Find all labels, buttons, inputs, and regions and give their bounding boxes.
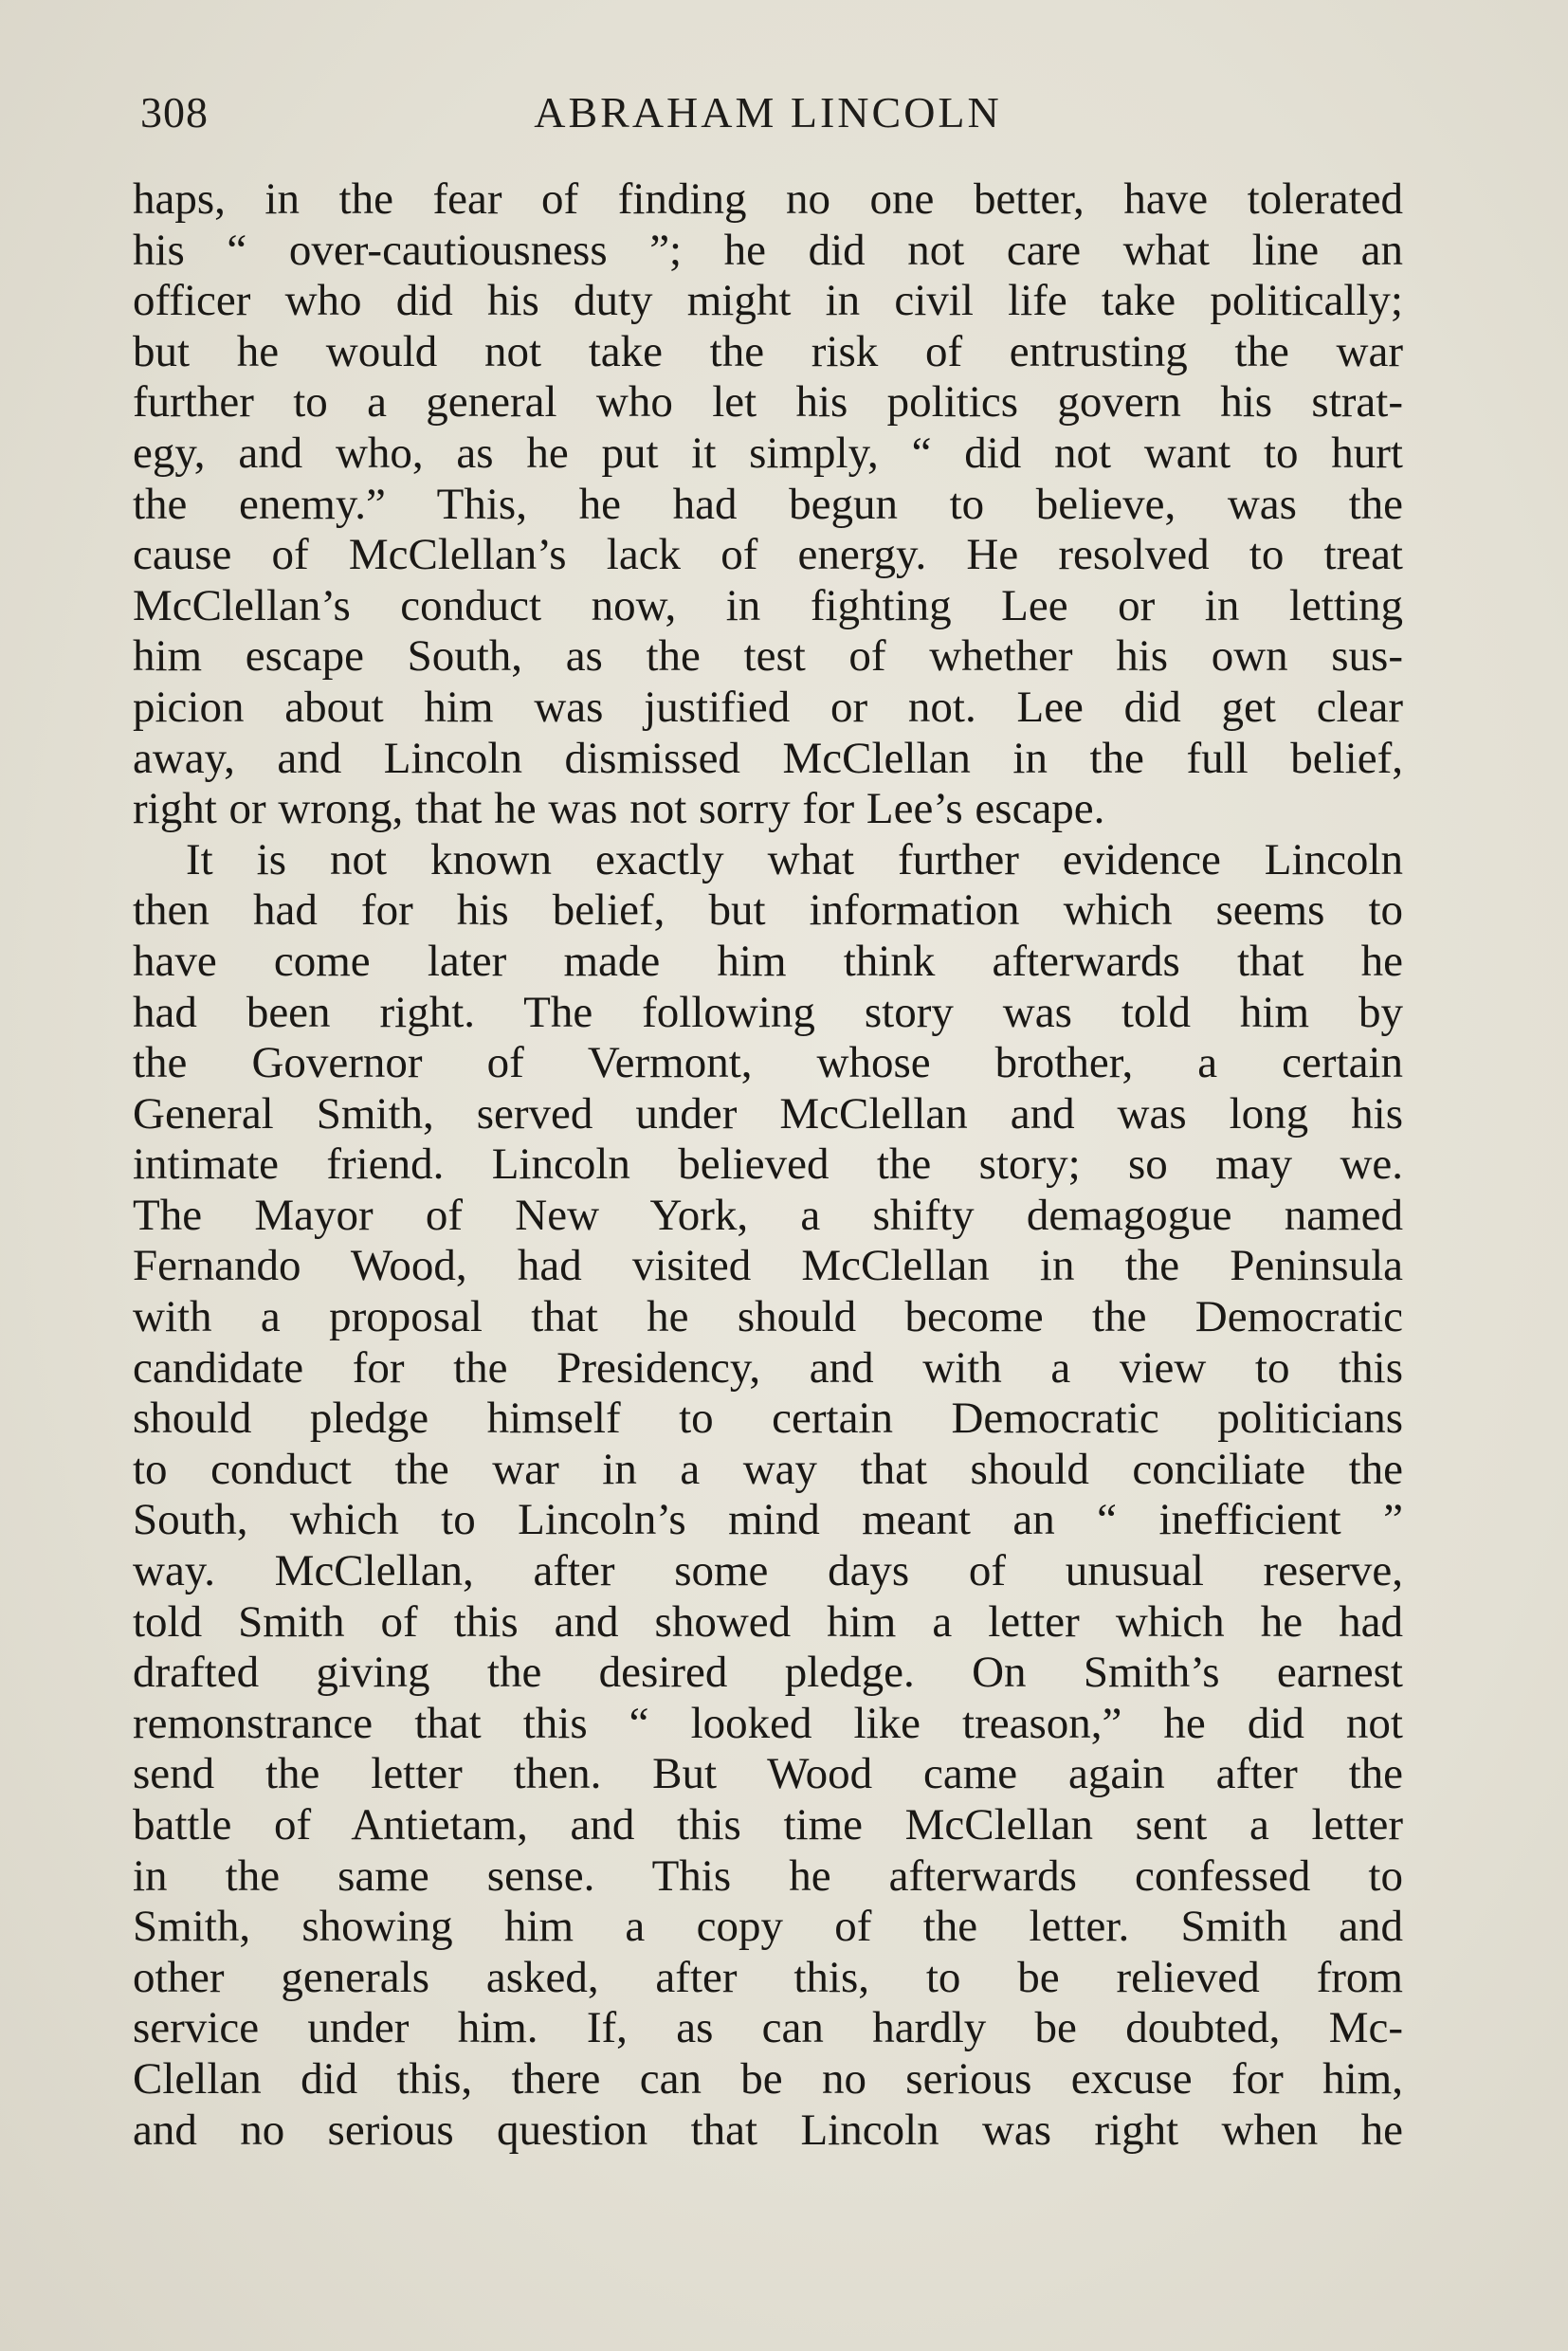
text-line: intimate friend. Lincoln believed the story; so may we. (133, 1139, 1403, 1190)
paragraph-end-line: right or wrong, that he was not sorry for Lee’s escape. (133, 784, 1105, 834)
text-line: haps, in the fear of finding no one better, have tolerated (133, 174, 1403, 224)
text-line: drafted giving the desired pledge. On Smith’s earnest (133, 1648, 1403, 1698)
text-line: officer who did his duty might in civil life take politically; (133, 276, 1403, 326)
text-line: and no serious question that Lincoln was right when he (133, 2105, 1403, 2155)
text-line: have come later made him think afterwards that he (133, 936, 1403, 986)
text-line: McClellan’s conduct now, in fighting Lee or in letting (133, 580, 1403, 630)
page-number: 308 (140, 88, 209, 137)
text-line: should pledge himself to certain Democratic politicians (133, 1394, 1403, 1444)
text-line: to conduct the war in a way that should conciliate the (133, 1444, 1403, 1494)
text-line: way. McClellan, after some days of unusual reserve, (133, 1546, 1403, 1596)
running-head (133, 87, 1403, 154)
text-line: General Smith, served under McClellan and was long his (133, 1088, 1403, 1139)
text-line: had been right. The following story was told him by (133, 987, 1403, 1037)
text-line: battle of Antietam, and this time McClellan sent a letter (133, 1800, 1403, 1850)
text-line: him escape South, as the test of whether his own sus- (133, 631, 1403, 682)
paragraph-start-line: It is not known exactly what further evidence Lincoln (186, 834, 1403, 884)
text-line: Clellan did this, there can be no serious excuse for him, (133, 2053, 1403, 2104)
text-line: but he would not take the risk of entrusting the war (133, 326, 1403, 376)
text-line: his “ over-cautiousness ”; he did not care what line an (133, 225, 1403, 275)
body-text (133, 174, 1403, 2156)
text-line: further to a general who let his politics govern his strat- (133, 377, 1403, 428)
text-line: South, which to Lincoln’s mind meant an “ inefficient ” (133, 1495, 1403, 1545)
text-line: then had for his belief, but information which seems to (133, 885, 1403, 936)
text-line: Fernando Wood, had visited McClellan in the Peninsula (133, 1241, 1403, 1291)
text-line: The Mayor of New York, a shifty demagogue named (133, 1190, 1403, 1240)
text-line: remonstrance that this “ looked like treason,” he did not (133, 1698, 1403, 1748)
text-line: candidate for the Presidency, and with a view to this (133, 1342, 1403, 1393)
running-title: ABRAHAM LINCOLN (534, 88, 1002, 137)
text-line: picion about him was justified or not. Lee did get clear (133, 682, 1403, 732)
text-line: send the letter then. But Wood came again after the (133, 1749, 1403, 1799)
text-line: with a proposal that he should become the Democratic (133, 1292, 1403, 1342)
text-line: in the same sense. This he afterwards confessed to (133, 1850, 1403, 1901)
text-line: other generals asked, after this, to be relieved from (133, 1952, 1403, 2002)
text-line: service under him. If, as can hardly be doubted, Mc- (133, 2003, 1403, 2053)
text-line: the Governor of Vermont, whose brother, a certain (133, 1038, 1403, 1088)
text-line: Smith, showing him a copy of the letter. Smith and (133, 1902, 1403, 1952)
text-line: cause of McClellan’s lack of energy. He resolved to treat (133, 530, 1403, 580)
text-line: the enemy.” This, he had begun to believe, was the (133, 479, 1403, 529)
text-line: egy, and who, as he put it simply, “ did not want to hurt (133, 428, 1403, 478)
text-line: away, and Lincoln dismissed McClellan in the full belief, (133, 733, 1403, 783)
text-line: told Smith of this and showed him a letter which he had (133, 1596, 1403, 1647)
